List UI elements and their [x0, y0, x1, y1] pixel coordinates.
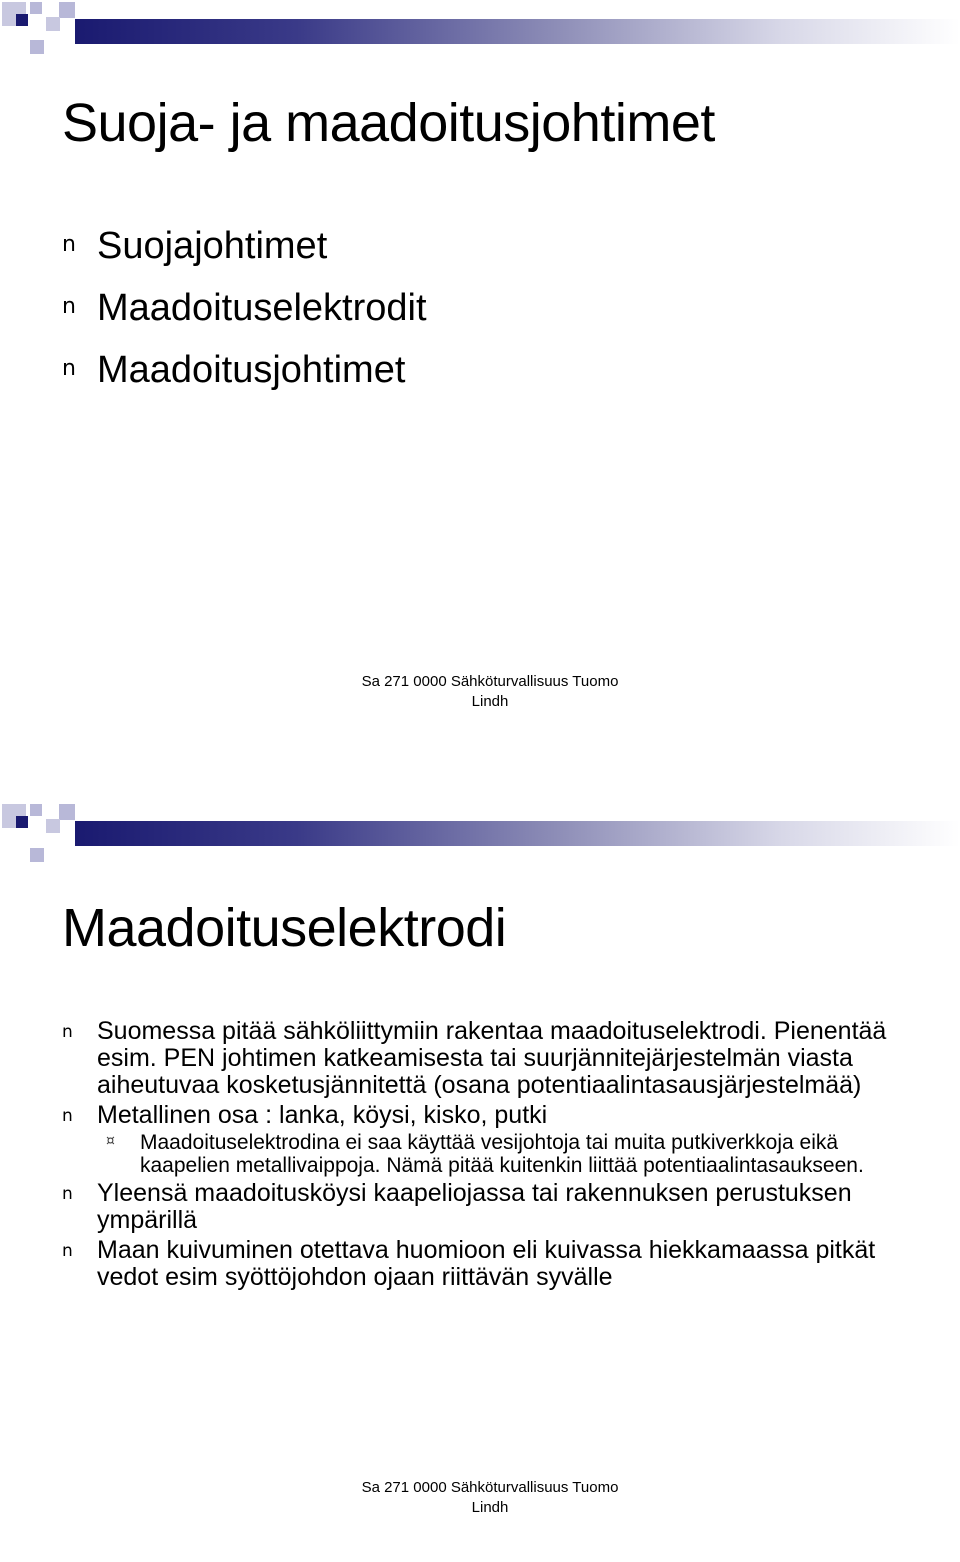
bullet-marker: n — [62, 232, 76, 257]
deco-square-dark — [16, 816, 28, 828]
list-item — [0, 1237, 960, 1291]
deco-square-light — [30, 804, 42, 816]
slide-title: Suoja- ja maadoitusjohtimet — [62, 93, 715, 153]
deco-square-dark — [16, 14, 28, 26]
bullet-marker: n — [62, 294, 76, 319]
list-item-text: Suomessa pitää sähköliittymiin rakentaa maadoituselektrodi. Pienentää esim. PEN johtimen katkeamisesta tai suurjännitejärjestelmän viasta aiheutuvaa kosketusjännitettä (osana potentiaalintasausjärjestelmää) — [97, 1017, 887, 1099]
deco-square-light — [30, 40, 44, 54]
header-decoration — [0, 0, 960, 70]
list-item — [0, 1102, 960, 1177]
footer-line: Sa 271 0000 Sähköturvallisuus Tuomo — [361, 1479, 619, 1496]
deco-square-light — [59, 804, 75, 820]
bullet-marker: n — [62, 1106, 73, 1126]
list-item-text: Maan kuivuminen otettava huomioon eli kuivassa hiekkamaassa pitkät vedot esim syöttöjohdon ojaan riittävän syvälle — [97, 1236, 876, 1291]
list-item-text: Yleensä maadoitusköysi kaapeliojassa tai rakennuksen perustuksen ympärillä — [97, 1179, 852, 1234]
list-item — [0, 1018, 960, 1099]
slide-1 — [0, 0, 960, 760]
bullet-marker: n — [62, 356, 76, 381]
sub-list-item — [0, 1131, 960, 1177]
bullet-marker: n — [62, 1241, 73, 1261]
list-item — [0, 1180, 960, 1234]
header-decoration — [0, 802, 960, 872]
deco-square-light — [46, 17, 60, 31]
deco-square-light — [46, 819, 60, 833]
header-gradient-bar — [75, 821, 960, 846]
header-gradient-bar — [75, 19, 960, 44]
sub-bullet-marker: ¤ — [106, 1133, 115, 1149]
footer-line: Sa 271 0000 Sähköturvallisuus Tuomo — [361, 673, 619, 690]
sub-list-item-text: Maadoituselektrodina ei saa käyttää vesijohtoja tai muita putkiverkkoja eikä kaapelien metallivaippoja. Nämä pitää kuitenkin liittää potentiaalintasaukseen. — [140, 1131, 864, 1177]
list-item-text: Maadoitusjohtimet — [97, 349, 406, 391]
list-item-text: Suojajohtimet — [97, 225, 328, 267]
slide-footer — [300, 672, 680, 712]
footer-line: Lindh — [471, 693, 509, 710]
bullet-marker: n — [62, 1184, 73, 1204]
list-item-text: Metallinen osa : lanka, köysi, kisko, putki — [97, 1101, 548, 1129]
list-item-text: Maadoituselektrodit — [97, 287, 427, 329]
footer-line: Lindh — [471, 1499, 509, 1516]
deco-square-light — [30, 2, 42, 14]
deco-square-light — [30, 848, 44, 862]
slide-2 — [0, 802, 960, 1562]
slide-title: Maadoituselektrodi — [62, 898, 507, 958]
slide-footer — [300, 1478, 680, 1518]
bullet-marker: n — [62, 1022, 73, 1042]
deco-square-light — [59, 2, 75, 18]
bullet-list — [0, 1018, 960, 1294]
